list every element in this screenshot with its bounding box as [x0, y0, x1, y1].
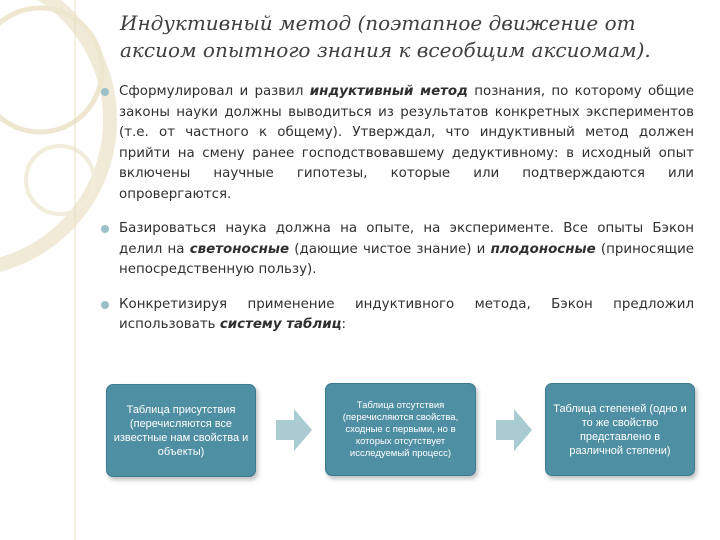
bullet-emphasis: индуктивный метод: [309, 84, 468, 99]
bullet-text: (дающие чистое знание) и: [289, 241, 491, 257]
arrow-right-icon: [496, 409, 532, 451]
bullet-emphasis: систему таблиц: [219, 317, 342, 332]
bullet-text: (приносящие непосредственную пользу).: [119, 241, 695, 277]
table-box-presence: [106, 384, 256, 477]
bullet-text: :: [341, 317, 347, 332]
bullet-emphasis: светоносные: [189, 241, 290, 257]
bullet-text: познания, по которому общие законы науки должны выводиться из результатов конкретных экспериментов (т.е. от частного к общему). Утверждал, что индуктивный метод должен прийти на смену ранее господствовавшему дедуктивному: в исходный опыт включены научные гипотезы, которые или подтверждаются или опровергаются.: [119, 84, 694, 202]
bullet-text: Конкретизируя применение индуктивного метода, Бэкон предложил использовать: [119, 296, 694, 332]
table-box-absence: [325, 383, 476, 476]
table-box-degrees: [545, 383, 695, 476]
table-box-label: Таблица отсутствия (перечисляются свойства, сходные с первыми, но в которых отсутствует исследуемый процесс): [342, 399, 459, 459]
slide-title: Индуктивный метод (поэтапное движение от аксиом опытного знания к всеобщим аксиомам).: [120, 11, 651, 62]
arrow-right-icon: [276, 409, 312, 451]
table-box-label: Таблица присутствия (перечисляются все известные нам свойства и объекты): [113, 403, 249, 458]
bullet-emphasis: плодоносные: [490, 241, 596, 257]
table-box-label: Таблица степеней (одно и то же свойство представлено в различной степени): [553, 402, 687, 457]
bullet-text: Базироваться наука должна на опыте, на эксперименте. Все опыты Бэкон делил на: [119, 221, 694, 257]
bullet-text: Сформулировал и развил: [119, 84, 310, 99]
